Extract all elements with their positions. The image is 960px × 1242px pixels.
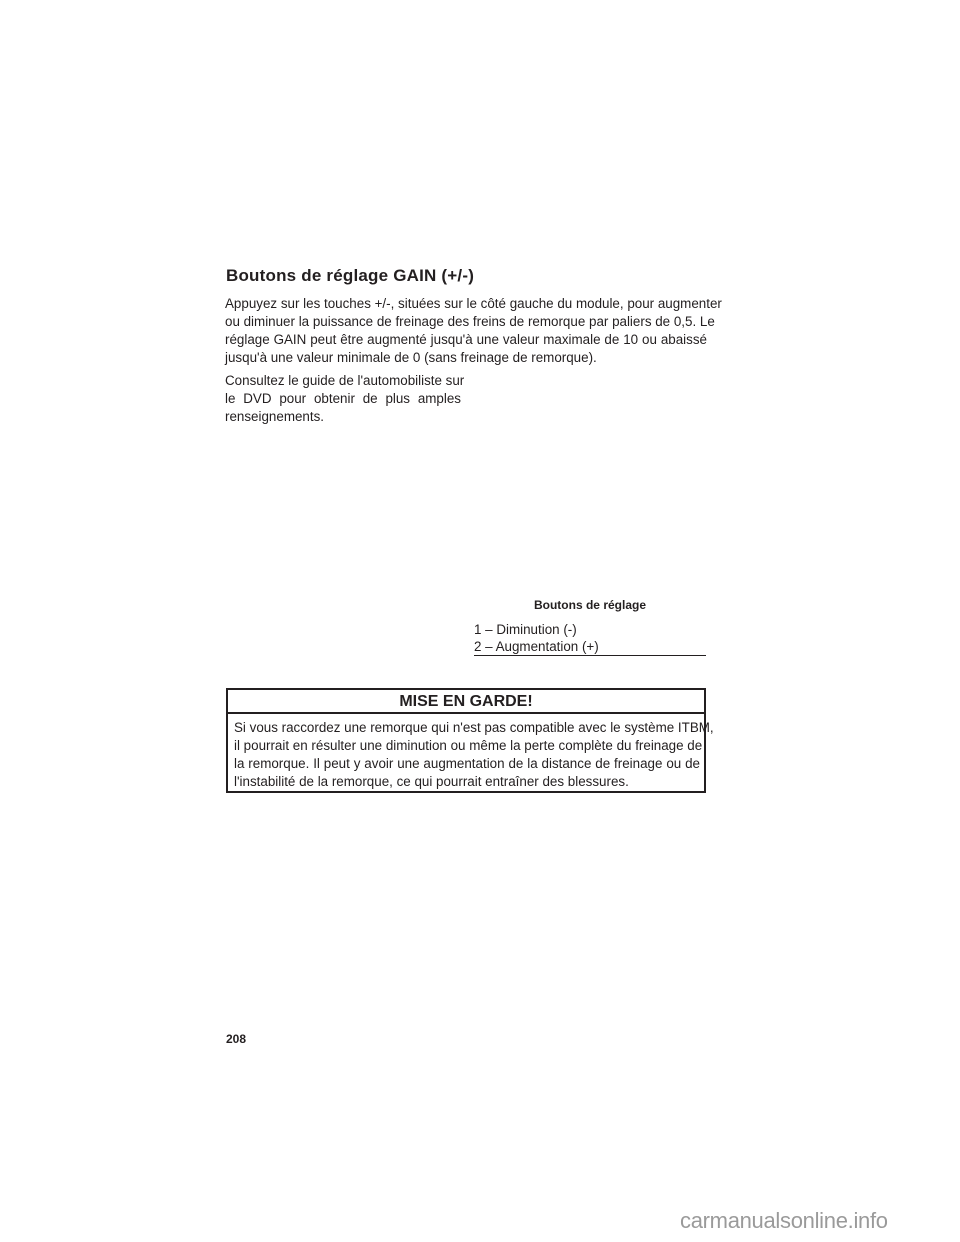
text-line: l'instabilité de la remorque, ce qui pourrait entraîner des blessures. xyxy=(234,774,629,789)
legend-item: 1 – Diminution (-) xyxy=(474,622,577,637)
warning-body xyxy=(234,719,714,791)
text-line: réglage GAIN peut être augmenté jusqu'à une valeur maximale de 10 ou abaissé xyxy=(225,332,707,347)
page-number: 208 xyxy=(226,1032,247,1046)
figure-legend xyxy=(474,621,706,655)
warning-box xyxy=(226,688,714,793)
text-line: jusqu'à une valeur minimale de 0 (sans freinage de remorque). xyxy=(225,350,597,365)
figure-caption: Boutons de réglage xyxy=(533,598,646,612)
text-line: Si vous raccordez une remorque qui n'est pas compatible avec le système ITBM, xyxy=(234,720,714,735)
text-line: ou diminuer la puissance de freinage des freins de remorque par paliers de 0,5. Le xyxy=(225,314,715,329)
text-line: la remorque. Il peut y avoir une augmentation de la distance de freinage ou de xyxy=(234,756,700,771)
text-line: le DVD pour obtenir de plus amples xyxy=(225,391,461,406)
text-line: Appuyez sur les touches +/-, situées sur le côté gauche du module, pour augmenter xyxy=(225,296,722,311)
paragraph-gain-description xyxy=(225,295,722,367)
paragraph-dvd-reference xyxy=(225,372,465,426)
legend-divider xyxy=(474,655,706,656)
watermark: carmanualsonline.info xyxy=(680,1208,888,1233)
text-line: renseignements. xyxy=(225,409,324,424)
legend-item: 2 – Augmentation (+) xyxy=(474,639,599,654)
warning-title: MISE EN GARDE! xyxy=(228,690,704,714)
section-heading: Boutons de réglage GAIN (+/-) xyxy=(226,266,475,285)
text-line: il pourrait en résulter une diminution ou même la perte complète du freinage de xyxy=(234,738,703,753)
text-line: Consultez le guide de l'automobiliste sur xyxy=(225,373,465,388)
